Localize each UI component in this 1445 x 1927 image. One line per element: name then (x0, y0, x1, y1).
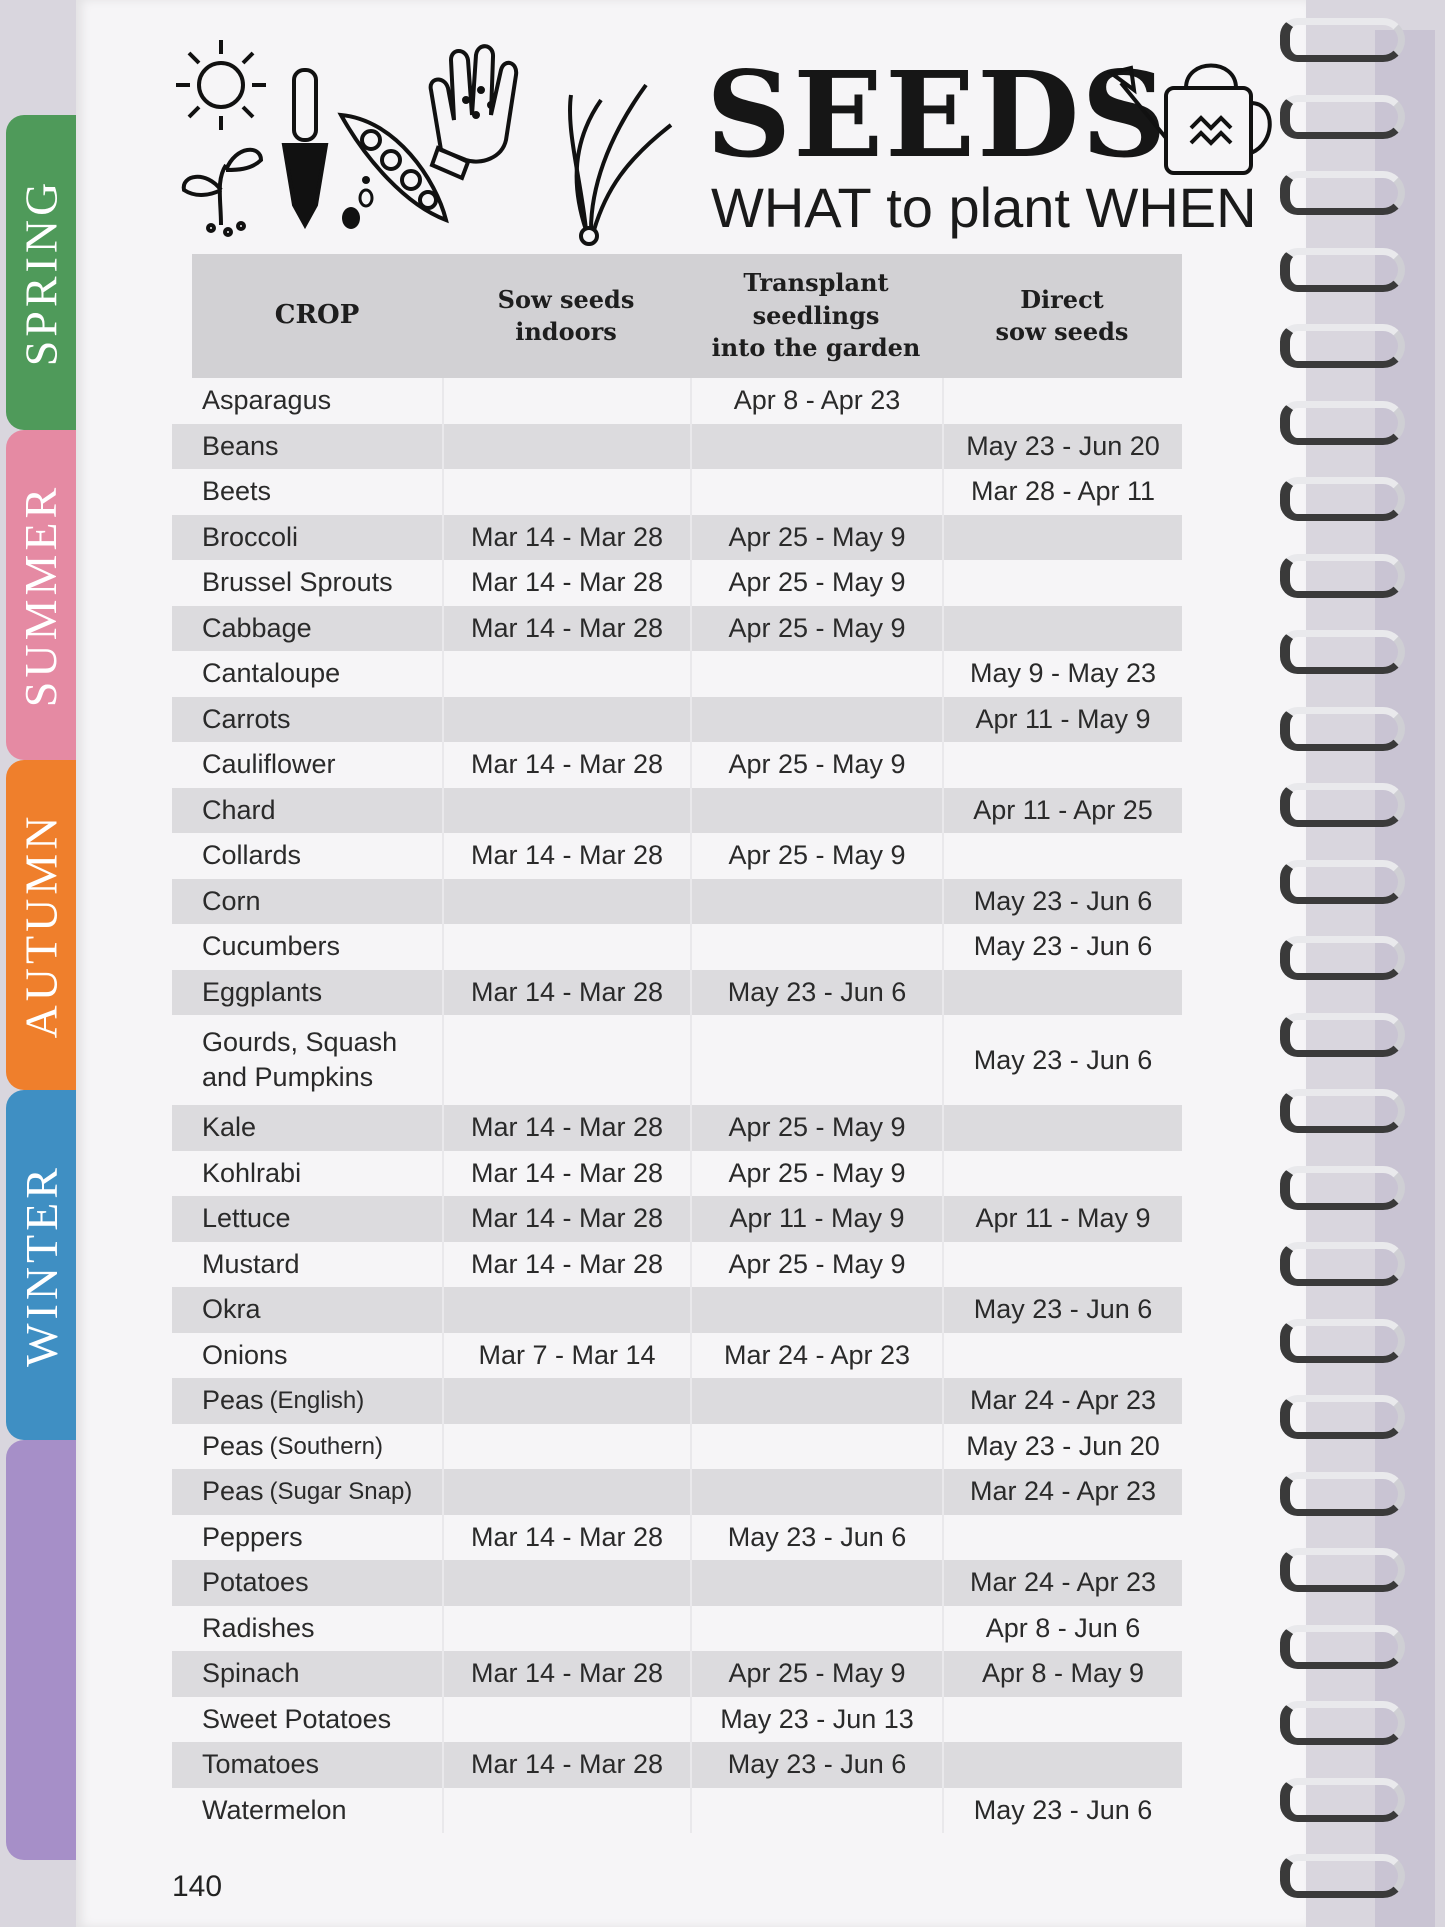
binding-ring (1280, 248, 1405, 292)
cell-transplant (690, 1560, 942, 1606)
cell-direct (942, 1333, 1182, 1379)
crop-text: Collards (202, 840, 302, 871)
transplant-text: May 23 - Jun 6 (727, 976, 907, 1007)
direct-text: Mar 28 - Apr 11 (970, 476, 1156, 507)
table-row (172, 970, 1182, 1016)
cell-indoors (442, 1151, 690, 1197)
cell-indoors (442, 833, 690, 879)
direct-text: May 23 - Jun 6 (973, 1294, 1153, 1325)
crop-text: Tomatoes (202, 1749, 320, 1780)
cell-crop (172, 1105, 442, 1151)
cell-transplant (690, 1015, 942, 1105)
table-row (172, 788, 1182, 834)
binding-ring (1280, 860, 1405, 904)
indoors-text: Mar 14 - Mar 28 (470, 567, 664, 598)
indoors-text: Mar 7 - Mar 14 (478, 1339, 656, 1370)
direct-text: May 23 - Jun 6 (973, 885, 1153, 916)
direct-text: Apr 11 - Apr 25 (973, 794, 1153, 825)
binding-ring (1280, 1472, 1405, 1516)
binding-ring (1280, 1854, 1405, 1898)
cell-crop (172, 1242, 442, 1288)
crop-text: Okra (202, 1294, 261, 1325)
cell-direct (942, 1606, 1182, 1652)
binding-ring (1280, 171, 1405, 215)
cell-direct (942, 1378, 1182, 1424)
crop-text: Sweet Potatoes (202, 1703, 392, 1734)
cell-direct (942, 1697, 1182, 1743)
table-row (172, 1378, 1182, 1424)
cell-transplant (690, 1287, 942, 1333)
cell-direct (942, 606, 1182, 652)
cell-transplant (690, 560, 942, 606)
table-row (172, 651, 1182, 697)
cell-indoors (442, 924, 690, 970)
table-row (172, 1015, 1182, 1105)
tab-autumn[interactable]: AUTUMN (6, 760, 76, 1090)
indoors-text: Mar 14 - Mar 28 (470, 1658, 664, 1689)
cell-indoors (442, 1560, 690, 1606)
direct-text: May 23 - Jun 6 (973, 1044, 1153, 1075)
cell-indoors (442, 515, 690, 561)
transplant-text: Apr 25 - May 9 (728, 521, 906, 552)
cell-transplant (690, 879, 942, 925)
cell-indoors (442, 1287, 690, 1333)
indoors-text: Mar 14 - Mar 28 (470, 1521, 664, 1552)
crop-variety-note: (Southern) (269, 1432, 383, 1460)
cell-crop (172, 1469, 442, 1515)
cell-crop (172, 469, 442, 515)
cell-indoors (442, 1651, 690, 1697)
cell-indoors (442, 788, 690, 834)
cell-direct (942, 1196, 1182, 1242)
crop-text: Potatoes (202, 1567, 309, 1598)
table-row (172, 606, 1182, 652)
binding-ring (1280, 1548, 1405, 1592)
cell-indoors (442, 1469, 690, 1515)
cell-direct (942, 1151, 1182, 1197)
table-row (172, 1242, 1182, 1288)
cell-transplant (690, 469, 942, 515)
cell-indoors (442, 1105, 690, 1151)
cell-transplant (690, 1515, 942, 1561)
cell-direct (942, 1424, 1182, 1470)
indoors-text: Mar 14 - Mar 28 (470, 612, 664, 643)
section-tabs (0, 0, 80, 1927)
binding-ring (1280, 1778, 1405, 1822)
cell-crop (172, 970, 442, 1016)
cell-indoors (442, 1015, 690, 1105)
table-row (172, 1469, 1182, 1515)
glove-icon (431, 46, 517, 178)
cell-direct (942, 788, 1182, 834)
table-header (192, 254, 1182, 378)
indoors-text: Mar 14 - Mar 28 (470, 1248, 664, 1279)
cell-crop (172, 1606, 442, 1652)
cell-direct (942, 1105, 1182, 1151)
indoors-text: Mar 14 - Mar 28 (470, 1749, 664, 1780)
crop-text: Radishes (202, 1612, 315, 1643)
transplant-text: Mar 24 - Apr 23 (723, 1339, 911, 1370)
table-row (172, 1560, 1182, 1606)
cell-crop (172, 378, 442, 424)
cell-indoors (442, 651, 690, 697)
table-row (172, 879, 1182, 925)
crop-text: Peas (202, 1430, 264, 1461)
cell-direct (942, 879, 1182, 925)
green-onion-icon (570, 85, 671, 244)
cell-direct (942, 833, 1182, 879)
cell-crop (172, 1742, 442, 1788)
cell-transplant (690, 1333, 942, 1379)
crop-text: Mustard (202, 1248, 300, 1279)
pea-pod-icon (341, 115, 446, 220)
cell-transplant (690, 970, 942, 1016)
cell-transplant (690, 515, 942, 561)
binding-ring (1280, 95, 1405, 139)
cell-indoors (442, 1697, 690, 1743)
cell-transplant (690, 1469, 942, 1515)
crop-text: Peas (202, 1385, 264, 1416)
planner-page (76, 0, 1306, 1927)
cell-direct (942, 515, 1182, 561)
cell-indoors (442, 1424, 690, 1470)
cell-transplant (690, 606, 942, 652)
column-header-crop: CROP (274, 300, 360, 331)
table-row (172, 1742, 1182, 1788)
table-row (172, 515, 1182, 561)
crop-text: Brussel Sprouts (202, 567, 393, 598)
cell-transplant (690, 924, 942, 970)
cell-indoors (442, 606, 690, 652)
cell-crop (172, 606, 442, 652)
transplant-text: Apr 25 - May 9 (728, 1112, 906, 1143)
cell-crop (172, 1560, 442, 1606)
cell-crop (172, 1196, 442, 1242)
table-row (172, 1333, 1182, 1379)
cell-transplant (690, 1697, 942, 1743)
cell-transplant (690, 1788, 942, 1834)
crop-variety-note: (English) (269, 1387, 365, 1415)
cell-transplant (690, 1105, 942, 1151)
column-header-transplant: Transplant seedlings into the garden (711, 268, 921, 363)
binding-ring (1280, 477, 1405, 521)
binding-ring (1280, 936, 1405, 980)
cell-direct (942, 1560, 1182, 1606)
direct-text: Apr 11 - May 9 (975, 1203, 1151, 1234)
crop-text: Kale (202, 1112, 257, 1143)
transplant-text: May 23 - Jun 13 (720, 1703, 914, 1734)
table-row (172, 1151, 1182, 1197)
tab-summer[interactable]: SUMMER (6, 430, 76, 760)
table-row (172, 833, 1182, 879)
table-row (172, 560, 1182, 606)
tab-winter[interactable]: WINTER (6, 1090, 76, 1440)
cell-crop (172, 1015, 442, 1105)
cell-crop (172, 697, 442, 743)
cell-transplant (690, 378, 942, 424)
direct-text: Apr 8 - May 9 (981, 1658, 1145, 1689)
watering-can-icon (1106, 48, 1276, 178)
crop-text: Peppers (202, 1521, 303, 1552)
binding-ring (1280, 554, 1405, 598)
binding-ring (1280, 1701, 1405, 1745)
column-header-sow-indoors: Sow seeds indoors (497, 284, 635, 346)
cell-indoors (442, 378, 690, 424)
binding-ring (1280, 1625, 1405, 1669)
cell-direct (942, 697, 1182, 743)
crop-text: Beans (202, 430, 279, 461)
cell-indoors (442, 1515, 690, 1561)
cell-indoors (442, 1378, 690, 1424)
cell-transplant (690, 1606, 942, 1652)
garden-doodles (166, 30, 726, 250)
binding-ring (1280, 1242, 1405, 1286)
cell-indoors (442, 1606, 690, 1652)
indoors-text: Mar 14 - Mar 28 (470, 1112, 664, 1143)
table-row (172, 697, 1182, 743)
binding-ring (1280, 707, 1405, 751)
transplant-text: May 23 - Jun 6 (727, 1521, 907, 1552)
cell-direct (942, 1651, 1182, 1697)
direct-text: Apr 11 - May 9 (975, 703, 1151, 734)
cell-direct (942, 651, 1182, 697)
cell-indoors (442, 1788, 690, 1834)
direct-text: May 23 - Jun 20 (966, 1430, 1160, 1461)
binding-ring (1280, 401, 1405, 445)
page-header (166, 30, 1286, 250)
cell-transplant (690, 697, 942, 743)
crop-text: Gourds, Squash and Pumpkins (202, 1026, 398, 1092)
indoors-text: Mar 14 - Mar 28 (470, 521, 664, 552)
page-subtitle: WHAT to plant WHEN (711, 176, 1257, 239)
table-row (172, 1196, 1182, 1242)
cell-transplant (690, 833, 942, 879)
indoors-text: Mar 14 - Mar 28 (470, 749, 664, 780)
direct-text: Mar 24 - Apr 23 (969, 1567, 1157, 1598)
crop-text: Onions (202, 1339, 288, 1370)
column-header-direct-sow: Direct sow seeds (995, 284, 1129, 346)
transplant-text: Apr 25 - May 9 (728, 1248, 906, 1279)
cell-transplant (690, 788, 942, 834)
cell-direct (942, 560, 1182, 606)
cell-transplant (690, 424, 942, 470)
transplant-text: Apr 25 - May 9 (728, 1157, 906, 1188)
cell-crop (172, 560, 442, 606)
transplant-text: Apr 11 - May 9 (729, 1203, 905, 1234)
binding-ring (1280, 1166, 1405, 1210)
cell-indoors (442, 1242, 690, 1288)
cell-crop (172, 788, 442, 834)
crop-text: Eggplants (202, 976, 323, 1007)
transplant-text: Apr 8 - Apr 23 (733, 385, 901, 416)
indoors-text: Mar 14 - Mar 28 (470, 840, 664, 871)
trowel-icon (284, 70, 326, 225)
cell-direct (942, 469, 1182, 515)
table-row (172, 742, 1182, 788)
transplant-text: Apr 25 - May 9 (728, 840, 906, 871)
crop-text: Cucumbers (202, 931, 341, 962)
table-row (172, 1606, 1182, 1652)
cell-direct (942, 1287, 1182, 1333)
cell-crop (172, 1333, 442, 1379)
table-row (172, 1788, 1182, 1834)
crop-text: Watermelon (202, 1794, 347, 1825)
binding-ring (1280, 1089, 1405, 1133)
cell-indoors (442, 1742, 690, 1788)
cell-indoors (442, 469, 690, 515)
cell-indoors (442, 1196, 690, 1242)
cell-direct (942, 742, 1182, 788)
cell-crop (172, 651, 442, 697)
crop-text: Carrots (202, 703, 291, 734)
cell-direct (942, 970, 1182, 1016)
cell-transplant (690, 1196, 942, 1242)
cell-transplant (690, 1651, 942, 1697)
cell-transplant (690, 1742, 942, 1788)
tab-spring[interactable]: SPRING (6, 115, 76, 430)
crop-text: Spinach (202, 1658, 300, 1689)
table-row (172, 1424, 1182, 1470)
sprout-icon (184, 150, 261, 235)
table-row (172, 1697, 1182, 1743)
direct-text: May 23 - Jun 6 (973, 1794, 1153, 1825)
binding-ring (1280, 630, 1405, 674)
direct-text: May 9 - May 23 (969, 658, 1157, 689)
cell-crop (172, 742, 442, 788)
cell-crop (172, 424, 442, 470)
crop-text: Asparagus (202, 385, 332, 416)
table-row (172, 1287, 1182, 1333)
table-row (172, 1105, 1182, 1151)
indoors-text: Mar 14 - Mar 28 (470, 1203, 664, 1234)
cell-transplant (690, 742, 942, 788)
transplant-text: Apr 25 - May 9 (728, 749, 906, 780)
indoors-text: Mar 14 - Mar 28 (470, 1157, 664, 1188)
tab-extra[interactable] (6, 1440, 76, 1860)
cell-indoors (442, 424, 690, 470)
cell-crop (172, 1151, 442, 1197)
cell-indoors (442, 697, 690, 743)
seeds-icon (342, 176, 372, 229)
direct-text: May 23 - Jun 6 (973, 931, 1153, 962)
cell-indoors (442, 742, 690, 788)
cell-crop (172, 833, 442, 879)
cell-indoors (442, 879, 690, 925)
direct-text: May 23 - Jun 20 (966, 430, 1160, 461)
transplant-text: Apr 25 - May 9 (728, 612, 906, 643)
cell-transplant (690, 1242, 942, 1288)
binding-ring (1280, 18, 1405, 62)
table-row (172, 424, 1182, 470)
table-row (172, 924, 1182, 970)
direct-text: Mar 24 - Apr 23 (969, 1476, 1157, 1507)
crop-text: Beets (202, 476, 272, 507)
sun-icon (176, 40, 266, 130)
crop-text: Lettuce (202, 1203, 291, 1234)
binding-ring (1280, 1013, 1405, 1057)
binding-ring (1280, 1319, 1405, 1363)
cell-crop (172, 1697, 442, 1743)
cell-transplant (690, 1424, 942, 1470)
cell-crop (172, 515, 442, 561)
cell-crop (172, 879, 442, 925)
table-row (172, 378, 1182, 424)
crop-text: Cantaloupe (202, 658, 341, 689)
direct-text: Mar 24 - Apr 23 (969, 1385, 1157, 1416)
cell-indoors (442, 970, 690, 1016)
cell-direct (942, 1788, 1182, 1834)
table-row (172, 1515, 1182, 1561)
cell-direct (942, 1015, 1182, 1105)
crop-text: Cauliflower (202, 749, 336, 780)
cell-crop (172, 1287, 442, 1333)
cell-direct (942, 378, 1182, 424)
transplant-text: Apr 25 - May 9 (728, 1658, 906, 1689)
cell-indoors (442, 1333, 690, 1379)
table-body (172, 378, 1182, 1833)
transplant-text: May 23 - Jun 6 (727, 1749, 907, 1780)
cell-crop (172, 1788, 442, 1834)
indoors-text: Mar 14 - Mar 28 (470, 976, 664, 1007)
planting-table (172, 254, 1182, 1833)
crop-text: Broccoli (202, 521, 299, 552)
page-number: 140 (172, 1870, 223, 1903)
cell-crop (172, 1424, 442, 1470)
crop-text: Kohlrabi (202, 1157, 302, 1188)
cell-transplant (690, 1151, 942, 1197)
cell-crop (172, 1515, 442, 1561)
crop-variety-note: (Sugar Snap) (269, 1478, 413, 1506)
transplant-text: Apr 25 - May 9 (728, 567, 906, 598)
cell-transplant (690, 1378, 942, 1424)
cell-direct (942, 1742, 1182, 1788)
binding-ring (1280, 324, 1405, 368)
crop-text: Chard (202, 794, 276, 825)
direct-text: Apr 8 - Jun 6 (985, 1612, 1141, 1643)
spiral-binding (1280, 10, 1445, 1927)
cell-crop (172, 924, 442, 970)
cell-direct (942, 924, 1182, 970)
crop-text: Cabbage (202, 612, 312, 643)
binding-ring (1280, 1395, 1405, 1439)
table-row (172, 1651, 1182, 1697)
page-title: SEEDS (706, 45, 1169, 184)
cell-direct (942, 424, 1182, 470)
binding-ring (1280, 783, 1405, 827)
crop-text: Corn (202, 885, 261, 916)
cell-direct (942, 1242, 1182, 1288)
cell-direct (942, 1469, 1182, 1515)
cell-indoors (442, 560, 690, 606)
cell-transplant (690, 651, 942, 697)
cell-crop (172, 1378, 442, 1424)
cell-crop (172, 1651, 442, 1697)
crop-text: Peas (202, 1476, 264, 1507)
cell-direct (942, 1515, 1182, 1561)
table-row (172, 469, 1182, 515)
